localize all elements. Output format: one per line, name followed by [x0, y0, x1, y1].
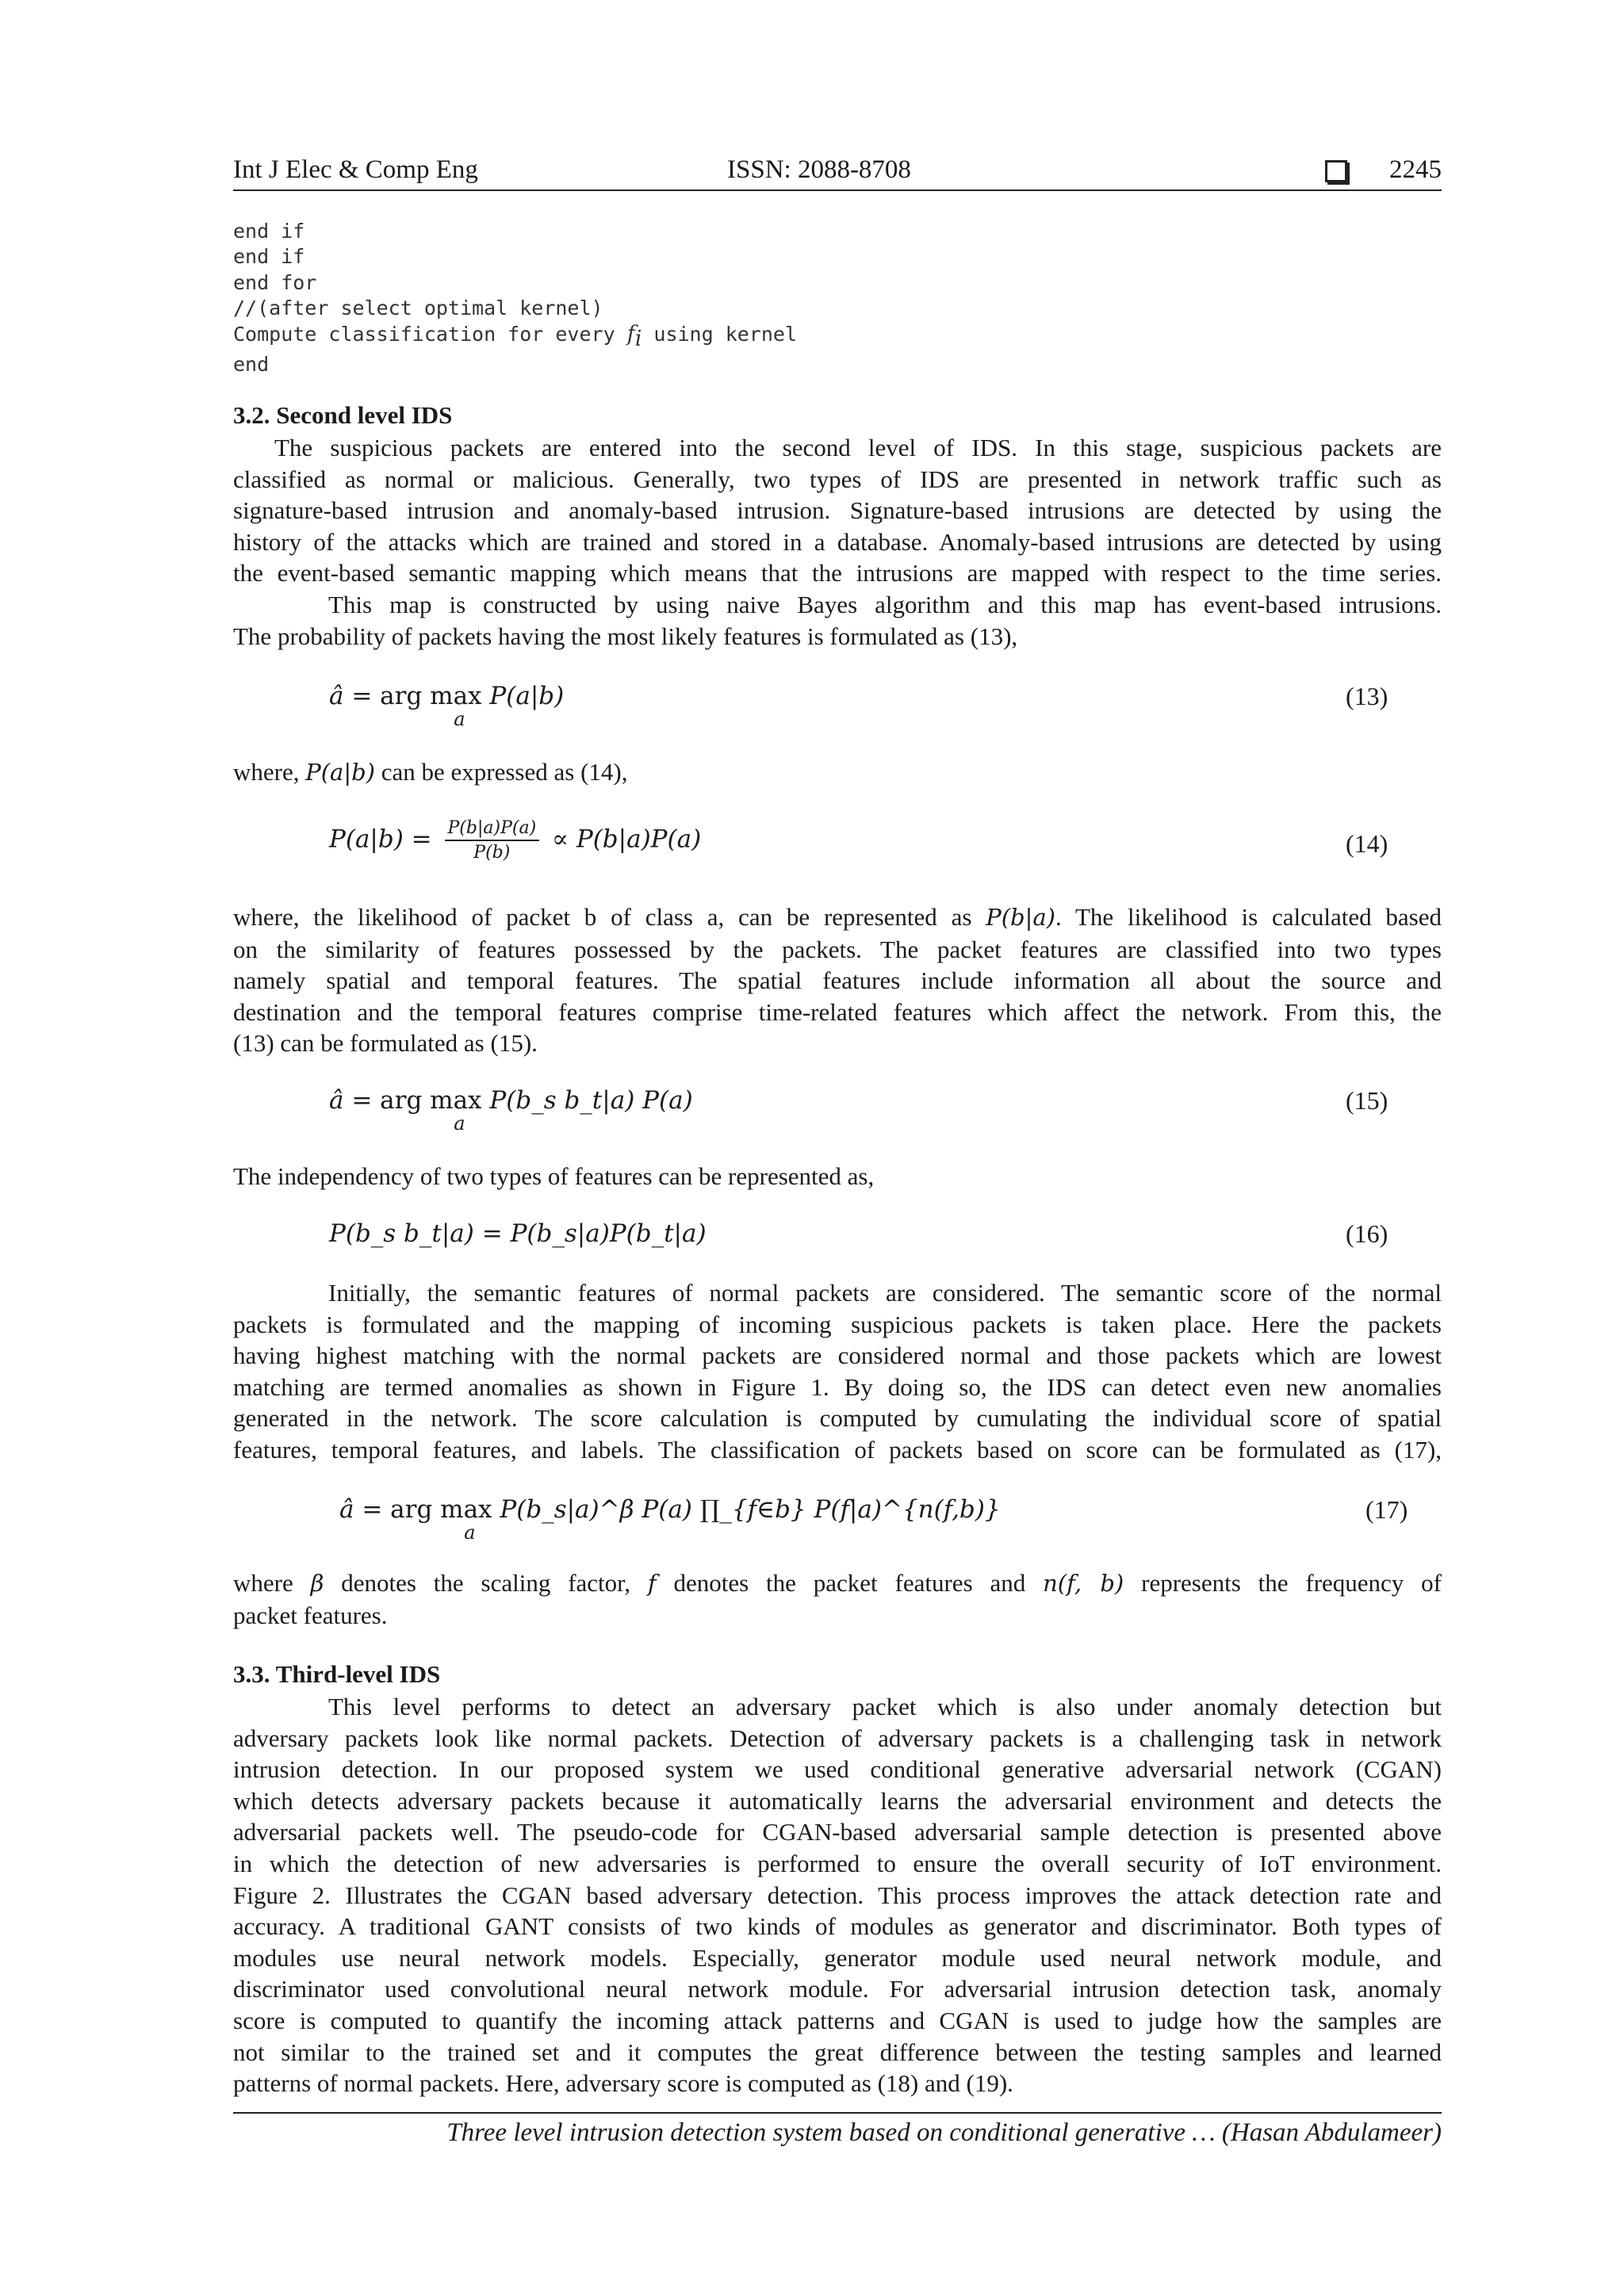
- paragraph: This level performs to detect an adversary packet which is also under anomaly detection but adversary packets look like normal packets. Detection of adversary packets is a challenging task in network intrusion detection. In our proposed system we used conditional generative adversarial network (CGAN) which detects adversary packets because it automatically learns the adversarial environment and detects the adversarial packets well. The pseudo-code for CGAN-based adversarial sample detection is presented above in which the detection of new adversaries is performed to ensure the overall security of IoT environment. Figure 2. Illustrates the CGAN based adversary detection. This process improves the attack detection rate and accuracy. A traditional GANT consists of two kinds of modules as generator and discriminator. Both types of modules use neural network models. Especially, generator module used neural network module, and discriminator used convolutional neural network module. For adversarial intrusion detection task, anomaly score is computed to quantify the incoming attack patterns and CGAN is used to judge how the samples are not similar to the trained set and it computes the great difference between the testing samples and learned patterns of normal packets. Here, adversary score is computed as (18) and (19).: [233, 1693, 1442, 2098]
- journal-name: Int J Elec & Comp Eng: [233, 155, 478, 184]
- equation-number: (16): [1346, 1219, 1388, 1248]
- pseudo-code: [233, 219, 797, 377]
- running-header: [233, 155, 1442, 190]
- equation-15: â = arg max a P(b_s b_t|a) P(a): [329, 1086, 693, 1135]
- paragraph: The independency of two types of features can be represented as,: [233, 1162, 875, 1190]
- equation-13: â = arg max a P(a|b): [329, 682, 565, 730]
- paragraph: The suspicious packets are entered into the second level of IDS. In this stage, suspicious packets are classified as normal or malicious. Generally, two types of IDS are presented in network traffic such as signature-based intrusion and anomaly-based intrusion. Signature-based intrusions are detected by using the history of the attacks which are trained and stored in a database. Anomaly-based intrusions are detected by using the event-based semantic mapping which means that the intrusions are mapped with respect to the time series.: [233, 434, 1442, 587]
- issn: ISSN: 2088-8708: [727, 155, 911, 184]
- header-rule: [233, 189, 1442, 191]
- code-line: Compute classification for every $f_i$ using kernel: [233, 321, 798, 351]
- running-footer: Three level intrusion detection system based on conditional generative … (Hasan Abdulameer): [446, 2118, 1442, 2147]
- equation-number: (17): [1365, 1495, 1408, 1524]
- code-line: end if: [233, 245, 305, 269]
- section-heading-3-2: 3.2. Second level IDS: [233, 401, 453, 429]
- paragraph: where β denotes the scaling factor, f denotes the packet features and n(f, b) represents the frequency of packet features.: [233, 1569, 1442, 1629]
- paragraph: where, P(a|b) can be expressed as (14),: [233, 758, 628, 786]
- equation-number: (14): [1346, 829, 1388, 858]
- code-line: //(after select optimal kernel): [233, 297, 603, 320]
- equation-17: â = arg max a P(b_s|a)^β P(a) ∏_{f∈b} P(f|a)^{n(f,b)}: [339, 1495, 1001, 1544]
- paragraph: where, the likelihood of packet b of class a, can be represented as P(b|a). The likelihood is calculated based on the similarity of features possessed by the packets. The packet features are classified into two types namely spatial and temporal features. The spatial features include information all about the source and destination and the temporal features comprise time-related features which affect the network. From this, the (13) can be formulated as (15).: [233, 903, 1442, 1058]
- paragraph: Initially, the semantic features of normal packets are considered. The semantic score of the normal packets is formulated and the mapping of incoming suspicious packets is taken place. Here the packets having highest matching with the normal packets are considered normal and those packets which are lowest matching are termed anomalies as shown in Figure 1. By doing so, the IDS can detect even new anomalies generated in the network. The score calculation is computed by cumulating the individual score of spatial features, temporal features, and labels. The classification of packets based on score can be formulated as (17),: [233, 1279, 1442, 1464]
- section-heading-3-3: 3.3. Third-level IDS: [233, 1660, 441, 1688]
- equation-number: (13): [1346, 682, 1388, 710]
- code-line: end if: [233, 220, 305, 243]
- equation-16: P(b_s b_t|a) = P(b_s|a)P(b_t|a): [329, 1219, 707, 1248]
- box-icon: [1325, 160, 1347, 182]
- footer-rule: [233, 2112, 1442, 2114]
- code-line: end: [233, 353, 270, 377]
- equation-14: P(a|b) = $\frac{P(b|a)P(a)}{P(b)}$ ∝ P(b|a)P(a): [329, 818, 702, 863]
- paragraph: This map is constructed by using naive Bayes algorithm and this map has event-based intrusions. The probability of packets having the most likely features is formulated as (13),: [233, 591, 1442, 650]
- equation-number: (15): [1346, 1086, 1388, 1115]
- page-number: 2245: [1389, 155, 1442, 184]
- code-line: end for: [233, 270, 317, 294]
